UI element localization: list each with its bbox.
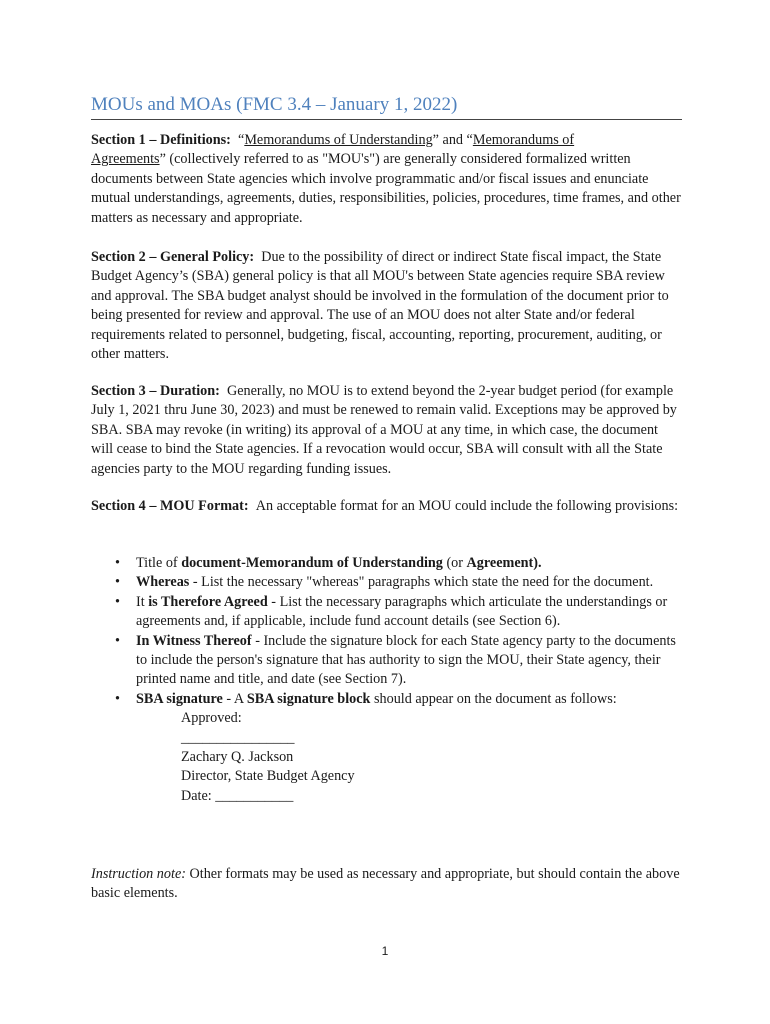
- list-item-text: - List the necessary paragraphs which articulate the understandings or agreements and, if applicable, include fund account details (see Section 6).: [136, 593, 668, 630]
- list-item-text: - A: [222, 690, 247, 707]
- signature-approved: Approved:: [181, 710, 242, 727]
- list-item-bold: In Witness Thereof: [136, 632, 252, 649]
- section-1-mid: ” and “: [432, 132, 473, 148]
- term-moa-b: Agreements: [91, 151, 160, 168]
- list-item-bold: SBA signature: [136, 690, 223, 707]
- signature-date: Date: ___________: [181, 787, 294, 804]
- list-item-text: It: [136, 593, 149, 610]
- instruction-note-label: Instruction note:: [91, 866, 186, 882]
- section-4-heading: Section 4 – MOU Format:: [91, 498, 249, 514]
- bullet-icon: •: [115, 593, 120, 610]
- section-3: [91, 382, 681, 479]
- list-item-text: - Include the signature block for each State agency party to the documents to include the person's signature that has authority to sign the MOU, their State agency, their printed name and title, and date (see Section 7).: [136, 632, 676, 688]
- section-4-body: An acceptable format for an MOU could include the following provisions:: [255, 498, 679, 514]
- list-item-bold: document-Memorandum of Understanding: [181, 555, 443, 571]
- list-item-bold: is Therefore Agreed: [148, 593, 268, 610]
- signature-block: [136, 709, 681, 806]
- list-item: [91, 554, 681, 573]
- section-1-heading: Section 1 – Definitions:: [91, 132, 231, 148]
- instruction-note-body: Other formats may be used as necessary and appropriate, but should contain the above basic elements.: [91, 866, 680, 902]
- section-1-pre: “: [238, 132, 245, 148]
- bullet-icon: •: [115, 555, 120, 571]
- title-rule: [91, 119, 682, 120]
- list-item-text: - List the necessary "whereas" paragraphs which state the need for the document.: [189, 574, 654, 591]
- bullet-icon: •: [115, 690, 120, 707]
- provisions-list: [91, 554, 681, 806]
- section-3-body: Generally, no MOU is to extend beyond the 2-year budget period (for example July 1, 2021 thru June 30, 2023) and must be renewed to remain valid. Exceptions may be approved by SBA. SBA may revoke (in writing) its approval of a MOU at any time, in which case, the document will cease to bind the State agencies. If a revocation would occur, SBA will consult with all the State agencies party to the MOU regarding funding issues.: [91, 383, 677, 477]
- instruction-note: [91, 865, 681, 904]
- section-1: [91, 131, 681, 228]
- page-number: 1: [381, 944, 389, 958]
- section-2: [91, 248, 681, 364]
- bullet-icon: •: [115, 632, 120, 649]
- list-item-bold: Whereas: [136, 574, 190, 591]
- list-item-bold: SBA signature block: [246, 690, 371, 707]
- section-2-heading: Section 2 – General Policy:: [91, 249, 255, 265]
- section-4: [91, 497, 681, 516]
- section-2-body: Due to the possibility of direct or indirect State fiscal impact, the State Budget Agency’s (SBA) general policy is that all MOU's between State agencies require SBA review and approval. The SBA budget analyst should be involved in the formulation of the document prior to being presented for review and approval. The use of an MOU does not alter State and/or federal requirements related to personnel, budgeting, fiscal, accounting, reporting, procurement, auditing, or other matters.: [91, 249, 669, 363]
- list-item: [91, 632, 681, 690]
- list-item: [91, 573, 681, 592]
- signature-title: Director, State Budget Agency: [181, 768, 355, 785]
- signature-line: ________________: [181, 729, 295, 746]
- list-item: [91, 690, 681, 806]
- list-item-bold: Agreement).: [466, 555, 542, 571]
- bullet-icon: •: [115, 574, 120, 591]
- list-item: [91, 593, 681, 632]
- list-item-text: Title of: [136, 555, 182, 571]
- term-mou: Memorandums of Understanding: [244, 132, 433, 148]
- list-item-text: (or: [442, 555, 467, 571]
- document-title: MOUs and MOAs (FMC 3.4 – January 1, 2022): [91, 94, 458, 115]
- term-moa-a: Memorandums of: [472, 132, 575, 148]
- signature-name: Zachary Q. Jackson: [181, 749, 294, 766]
- list-item-text: should appear on the document as follows:: [370, 690, 617, 707]
- section-1-body: ” (collectively referred to as "MOU's") are generally considered formalized written documents between State agencies which involve programmatic and/or fiscal issues and enunciate mutual understandings, agreements, duties, responsibilities, policies, procedures, time frames, and other matters as necessary and appropriate.: [91, 151, 681, 226]
- section-3-heading: Section 3 – Duration:: [91, 383, 220, 399]
